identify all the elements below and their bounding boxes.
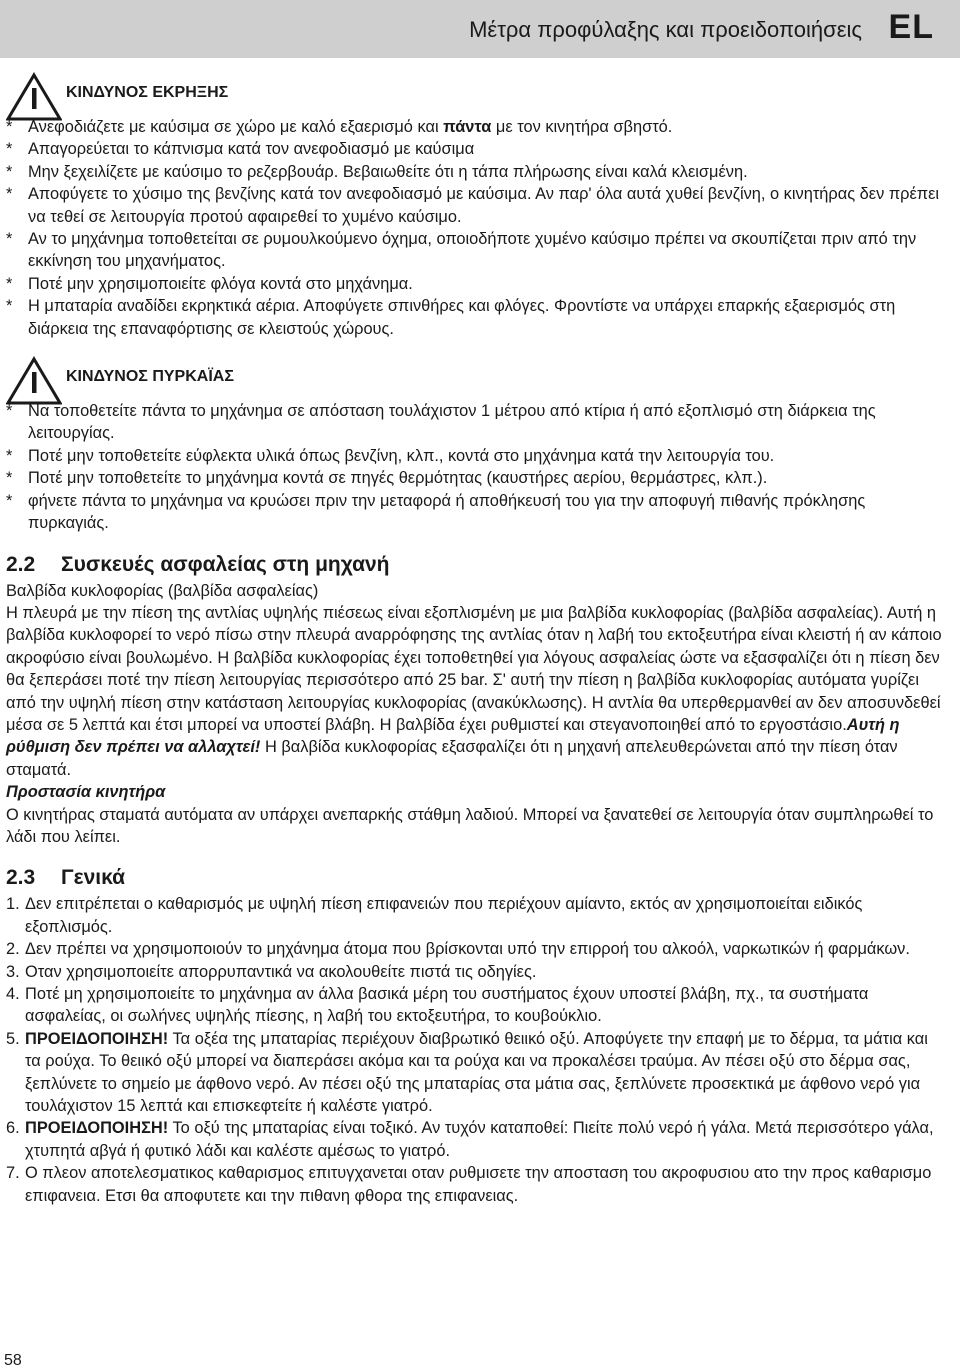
list-item xyxy=(6,116,946,138)
page-content xyxy=(6,72,946,1207)
item-number: 3. xyxy=(6,962,20,981)
warning-label: ΠΡΟΕΙΔΟΠΟΙΗΣΗ! xyxy=(25,1119,169,1138)
item-number: 6. xyxy=(6,1119,20,1138)
list-item xyxy=(6,1028,946,1118)
list-item: * Αποφύγετε το χύσιμο της βενζίνης κατά τον ανεφοδιασμό με καύσιμα. Αν παρ' όλα αυτά χυθεί βενζίνη, ο κινητήρας δεν πρέπει να τεθεί σε λειτουργία προτού αφαιρεθεί το χυμένο καύσιμο. xyxy=(6,183,946,228)
fire-warning-title: ΚΙΝΔΥΝΟΣ ΠΥΡΚΑΪΑΣ xyxy=(66,368,234,386)
fire-warning-heading xyxy=(6,356,946,400)
body-text: Η πλευρά με την πίεση της αντλίας υψηλής πιέσεως είναι εξοπλισμένη με μια βαλβίδα κυκλοφορίας (βαλβίδα ασφαλείας). Αυτή η βαλβίδα κυκλοφορεί το νερό πίσω στην πλευρά αναρρόφησης της αντλίας όταν η λαβή του εκτοξευτήρα είναι κλειστή ή αν κάποιο ακροφύσιο είναι βουλωμένο. Η βαλβίδα κυκλοφορίας έχει τοποθετηθεί για λόγους ασφαλείας ώστε να εξασφαλίζει ότι η πίεση δεν θα ξεπεράσει ποτέ την πίεση λειτουργίας περισσότερο από 25 bar. Σ' αυτή την πίεση η βαλβίδα κυκλοφορίας αυτόματα γυρίζει από την υψηλή πίεση στην κατάσταση λειτουργίας κυκλοφορίας (ανακύκλωσης). Η αντλία θα υπερθερμανθεί αν δεν αποσυνδεθεί μέσα σε 5 λεπτά και έτσι μπορεί να υποστεί βλάβη. Η βαλβίδα έχει ρυθμιστεί και στεγανοποιηθεί από το εργοστάσιο. xyxy=(6,603,942,734)
item-emphasis: πάντα xyxy=(443,118,492,136)
body-text: Η βαλβίδα κυκλοφορίας εξασφαλίζει ότι η μηχανή απελευθερώνεται από την πίεση όταν σταματά. xyxy=(6,738,898,779)
item-number: 4. xyxy=(6,985,20,1003)
item-text: Το οξύ της μπαταρίας είναι τοξικό. Αν τυχόν καταποθεί: Πιείτε πολύ νερό ή γάλα. Μετά περισσότερο γάλα, χτυπητά αβγά ή φυτικό λάδι και καλέστε αμέσως το γιατρό. xyxy=(25,1119,934,1160)
motor-protection-body: Ο κινητήρας σταματά αυτόματα αν υπάρχει ανεπαρκής στάθμη λαδιού. Μπορεί να ξανατεθεί σε λειτουργία όταν συμπληρωθεί το λάδι που λείπει. xyxy=(6,805,934,846)
item-text: Ανεφοδιάζετε με καύσιμα σε χώρο με καλό εξαερισμό και xyxy=(28,118,444,136)
item-text: Δεν πρέπει να χρησιμοποιούν το μηχάνημα άτομα που βρίσκονται υπό την επιρροή του αλκοόλ, ναρκωτικών ή φαρμάκων. xyxy=(25,940,910,959)
item-text: Ο πλεον αποτελεσματικος καθαρισμος επιτυγχανεται οταν ρυθμισετε την αποσταση του ακροφυσιου ατο την προς καθαρισμο επιφανεια. Ετσι θα αποφυτετε και την πιθανη φθορα της επιφανειας. xyxy=(25,1164,932,1205)
warning-triangle-icon xyxy=(6,356,62,406)
section-title: Γενικά xyxy=(61,866,126,890)
explosion-warning-list xyxy=(6,116,946,340)
language-code: EL xyxy=(888,8,934,46)
list-item: * Ποτέ μην τοποθετείτε το μηχάνημα κοντά σε πηγές θερμότητας (καυστήρες αερίου, θερμάστρες, κλπ.). xyxy=(6,467,946,489)
list-item: * Ποτέ μην τοποθετείτε εύφλεκτα υλικά όπως βενζίνη, κλπ., κοντά στο μηχάνημα κατά την λειτουργία του. xyxy=(6,445,946,467)
general-list xyxy=(6,893,946,1207)
item-text: Οταν χρησιμοποιείτε απορρυπαντικά να ακολουθείτε πιστά τις οδηγίες. xyxy=(25,962,537,981)
item-number: 7. xyxy=(6,1164,20,1183)
list-item: * Ποτέ μην χρησιμοποιείτε φλόγα κοντά στο μηχάνημα. xyxy=(6,273,946,295)
list-item xyxy=(6,1117,946,1162)
body-emphasis: Αυτή η ρύθμιση δεν πρέπει να αλλαχτεί! xyxy=(6,715,900,757)
warning-label: ΠΡΟΕΙΔΟΠΟΙΗΣΗ! xyxy=(25,1029,169,1048)
page-header xyxy=(0,0,960,58)
section-2-2-subtitle: Βαλβίδα κυκλοφορίας (βαλβίδα ασφαλείας) xyxy=(6,581,319,600)
list-item: * φήνετε πάντα το μηχάνημα να κρυώσει πριν την μεταφορά ή αποθήκευσή του για την αποφυγή πιθανής πρόκλησης πυρκαγιάς. xyxy=(6,490,946,535)
explosion-warning-title: ΚΙΝΔΥΝΟΣ ΕΚΡΗΞΗΣ xyxy=(66,84,229,101)
explosion-warning-heading xyxy=(6,72,946,116)
item-number: 1. xyxy=(6,895,20,914)
list-item: * Να τοποθετείτε πάντα το μηχάνημα σε απόσταση τουλάχιστον 1 μέτρου από κτίρια ή από εξοπλισμό στη διάρκεια της λειτουργίας. xyxy=(6,400,946,445)
section-number: 2.2 xyxy=(6,552,36,576)
list-item: * Η μπαταρία αναδίδει εκρηκτικά αέρια. Αποφύγετε σπινθήρες και φλόγες. Φροντίστε να υπάρχει επαρκής εξαερισμός στη διάρκεια της επαναφόρτισης σε κλειστούς χώρους. xyxy=(6,295,946,340)
list-item xyxy=(6,893,946,938)
list-item: * Μην ξεχειλίζετε με καύσιμο το ρεζερβουάρ. Βεβαιωθείτε ότι η τάπα πλήρωσης είναι καλά κλεισμένη. xyxy=(6,161,946,183)
item-text: Δεν επιτρέπεται ο καθαρισμός με υψηλή πίεση επιφανειών που περιέχουν αμίαντο, εκτός αν χρησιμοποιείται ειδικός εξοπλισμός. xyxy=(25,895,863,936)
item-text: Ποτέ μη χρησιμοποιείτε το μηχάνημα αν άλλα βασικά μέρη του συστήματος έχουν υποστεί βλάβη, πχ., τα συστήματα ασφαλείας, οι σωλήνες υψηλής πίεσης, η λαβή του εκτοξευτήρα, το κουβούκλιο. xyxy=(25,985,869,1026)
list-item xyxy=(6,938,946,960)
page-number: 58 xyxy=(4,1352,22,1369)
fire-warning-list xyxy=(6,400,946,534)
item-text: με τον κινητήρα σβηστό. xyxy=(491,118,673,136)
warning-triangle-icon xyxy=(6,72,62,122)
motor-protection-title: Προστασία κινητήρα xyxy=(6,783,166,802)
item-number: 2. xyxy=(6,940,20,959)
section-2-2-heading xyxy=(6,552,946,578)
item-number: 5. xyxy=(6,1029,20,1048)
list-item xyxy=(6,961,946,983)
list-item: * Αν το μηχάνημα τοποθετείται σε ρυμουλκούμενο όχημα, οποιοδήποτε χυμένο καύσιμο πρέπει να σκουπίζεται πριν από την εκκίνηση του μηχανήματος. xyxy=(6,228,946,273)
list-item xyxy=(6,1162,946,1207)
section-number: 2.3 xyxy=(6,866,36,890)
section-2-2-body xyxy=(6,602,946,781)
item-text: Τα οξέα της μπαταρίας περιέχουν διαβρωτικό θειικό οξύ. Αποφύγετε την επαφή με το δέρμα, τα μάτια και τα ρούχα. Το θειικό οξύ μπορεί να διαπεράσει ακόμα και τα ρούχα και να προκαλέσει τραύμα. Αν πέσει οξύ στο δέρμα σας, ξεπλύνετε το σημείο με άφθονο νερό. Αν πέσει οξύ της μπαταρίας στα μάτια σας, ξεπλύνετε προσεκτικά με άφθονο νερό για τουλάχιστον 15 λεπτά και επισκεφτείτε ή καλέστε γιατρό. xyxy=(25,1029,928,1116)
header-title: Μέτρα προφύλαξης και προειδοποιήσεις xyxy=(469,17,862,42)
list-item: * Απαγορεύεται το κάπνισμα κατά τον ανεφοδιασμό με καύσιμα xyxy=(6,138,946,160)
section-title: Συσκευές ασφαλείας στη μηχανή xyxy=(61,552,390,576)
section-2-3-heading xyxy=(6,865,946,891)
list-item xyxy=(6,983,946,1028)
